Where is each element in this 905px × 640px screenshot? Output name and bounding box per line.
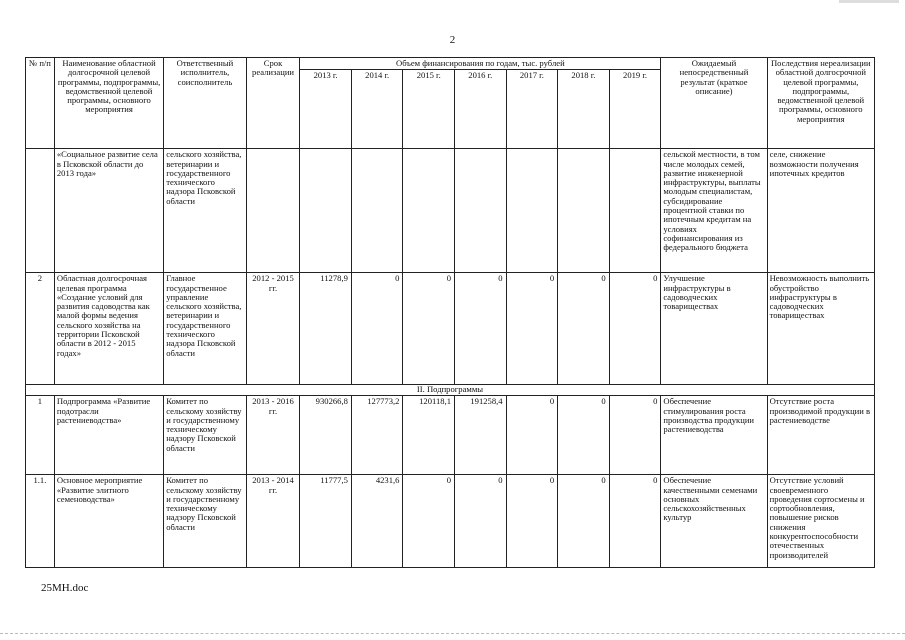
header-year: 2013 г.: [300, 70, 352, 149]
cell-value: 11777,5: [300, 475, 352, 568]
cell-value: 0: [609, 475, 661, 568]
header-year: 2015 г.: [403, 70, 455, 149]
cell-name: Областная долгосрочная целевая программа «Создание условий для развития садоводства как малой формы ведения сельского хозяйства на территории Псковской области в 2012 - 2015 годах»: [54, 273, 163, 385]
cell-responsible: Комитет по сельскому хозяйству и государственному техническому надзору Псковской области: [164, 475, 247, 568]
cell-value: [403, 149, 455, 273]
cell-term: 2012 - 2015 гг.: [246, 273, 300, 385]
cell-value: 0: [455, 475, 507, 568]
cell-name: Подпрограмма «Развитие подотрасли растениеводства»: [54, 396, 163, 475]
financing-table: [25, 57, 875, 568]
header-term: Срок реализации: [246, 58, 300, 149]
cell-value: [300, 149, 352, 273]
header-year: 2018 г.: [558, 70, 610, 149]
cell-result: Обеспечение качественными семенами основных сельскохозяйственных культур: [661, 475, 767, 568]
cell-value: [351, 149, 403, 273]
cell-value: 0: [403, 475, 455, 568]
table-row: [26, 149, 875, 273]
header-num: № п/п: [26, 58, 55, 149]
table-row: [26, 273, 875, 385]
cell-value: [609, 149, 661, 273]
cell-consequences: Отсутствие условий своевременного проведения сортосмены и сортообновления, повышение рисков снижения конкурентоспособности отечественных производителей: [767, 475, 874, 568]
cell-value: 0: [506, 396, 558, 475]
header-result: Ожидаемый непосредственный результат (краткое описание): [661, 58, 767, 149]
cell-value: 4231,6: [351, 475, 403, 568]
cell-value: 0: [455, 273, 507, 385]
cell-value: 0: [403, 273, 455, 385]
cell-term: 2013 - 2014 гг.: [246, 475, 300, 568]
cell-responsible: сельского хозяйства, ветеринарии и государственного технического надзора Псковской области: [164, 149, 247, 273]
table-row: [26, 396, 875, 475]
cell-value: 127773,2: [351, 396, 403, 475]
header-consequences: Последствия нереализации областной долгосрочной целевой программы, подпрограммы, ведомственной целевой программы, основного мероприятия: [767, 58, 874, 149]
cell-value: 0: [558, 396, 610, 475]
cell-responsible: Комитет по сельскому хозяйству и государственному техническому надзору Псковской области: [164, 396, 247, 475]
header-year: 2014 г.: [351, 70, 403, 149]
scan-edge-line: [0, 633, 905, 634]
footer-filename: 25MH.doc: [41, 582, 89, 594]
cell-num: 1: [26, 396, 55, 475]
cell-value: 0: [351, 273, 403, 385]
cell-num: 1.1.: [26, 475, 55, 568]
cell-num: [26, 149, 55, 273]
header-finance: Объем финансирования по годам, тыс. рублей: [300, 58, 661, 70]
cell-value: 120118,1: [403, 396, 455, 475]
cell-consequences: Отсутствие роста производимой продукции в растениеводстве: [767, 396, 874, 475]
cell-num: 2: [26, 273, 55, 385]
header-year: 2017 г.: [506, 70, 558, 149]
table-row: [26, 475, 875, 568]
cell-value: 0: [558, 273, 610, 385]
cell-consequences: Невозможность выполнить обустройство инфраструктуры в садоводческих товариществах: [767, 273, 874, 385]
scan-artifact: [839, 0, 899, 3]
cell-value: 11278,9: [300, 273, 352, 385]
cell-value: 0: [506, 475, 558, 568]
cell-name: Основное мероприятие «Развитие элитного семеноводства»: [54, 475, 163, 568]
section-row: [26, 385, 875, 396]
cell-responsible: Главное государственное управление сельского хозяйства, ветеринарии и государственного технического надзора Псковской области: [164, 273, 247, 385]
header-year: 2019 г.: [609, 70, 661, 149]
section-title: II. Подпрограммы: [26, 385, 875, 396]
header-year: 2016 г.: [455, 70, 507, 149]
cell-result: Улучшение инфраструктуры в садоводческих товариществах: [661, 273, 767, 385]
header-responsible: Ответственный исполнитель, соисполнитель: [164, 58, 247, 149]
cell-value: [558, 149, 610, 273]
cell-value: 191258,4: [455, 396, 507, 475]
cell-term: [246, 149, 300, 273]
cell-value: [506, 149, 558, 273]
cell-value: 0: [506, 273, 558, 385]
cell-value: 930266,8: [300, 396, 352, 475]
cell-result: сельской местности, в том числе молодых семей, развитие инженерной инфраструктуры, выплаты молодым специалистам, субсидирование процентной ставки по ипотечным кредитам на условиях софинансирования из федерального бюджета: [661, 149, 767, 273]
cell-value: 0: [609, 396, 661, 475]
header-name: Наименование областной долгосрочной целевой программы, подпрограммы, ведомственной целевой программы, основного мероприятия: [54, 58, 163, 149]
cell-consequences: селе, снижение возможности получения ипотечных кредитов: [767, 149, 874, 273]
cell-name: «Социальное развитие села в Псковской области до 2013 года»: [54, 149, 163, 273]
cell-term: 2013 - 2016 гг.: [246, 396, 300, 475]
page-number: 2: [449, 34, 456, 46]
cell-value: [455, 149, 507, 273]
cell-value: 0: [558, 475, 610, 568]
cell-value: 0: [609, 273, 661, 385]
cell-result: Обеспечение стимулирования роста производства продукции растениеводства: [661, 396, 767, 475]
